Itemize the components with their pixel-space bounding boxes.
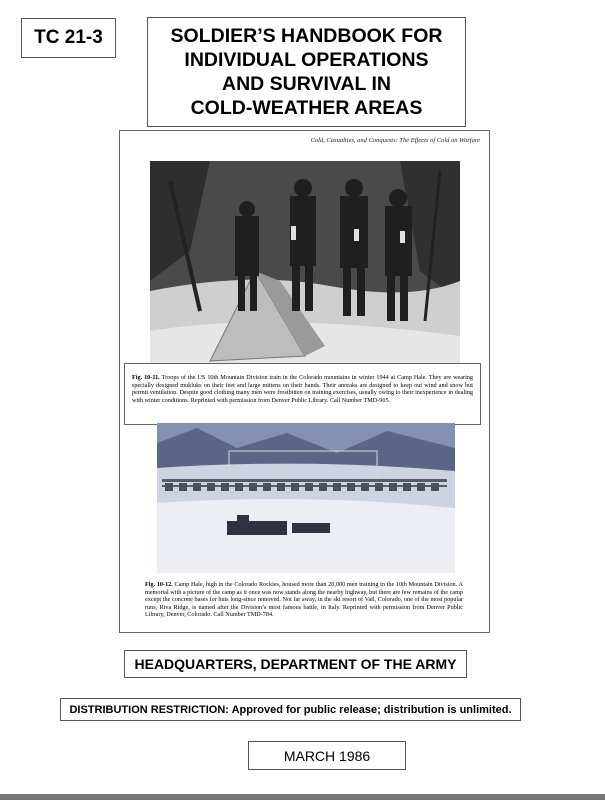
- figure-caption-text: Camp Hale, high in the Colorado Rockies, housed more than 20,000 men training in the 10th Mountain Division. A memorial with a picture of the camp as it once was now stands along the nearby highway, but there are few remains of the camp except the concrete bases for huts long-since removed. Not far away, in the ski resort of Vail, Colorado, one of the most popular runs, Riva Ridge, is named after the Division’s most famous battle, in Italy. Reprinted with permission from Denver Public Library, Denver, Colorado. Call Number TMD-784.: [145, 581, 463, 619]
- figure-caption-text: Troops of the US 10th Mountain Division train in the Colorado mountains in winter 1944 at Camp Hale. They are wearing specially designed mukluks on their feet and large mittens on their hands. Their anoraks are designed to keep out wind and snow but permit ventilation. Despite good clothing many men were frostbitten on training exercises, usually owing to their inexperience in dealing with winter conditions. Reprinted with permission from Denver Public Library. Call Number TMD-905.: [132, 374, 473, 404]
- figure-caption: [124, 363, 481, 425]
- cover-photo-page: [119, 130, 490, 633]
- figure-caption: [145, 581, 463, 619]
- page-bottom-bar: [0, 794, 605, 800]
- publication-date: MARCH 1986: [248, 741, 406, 770]
- camp-hale-photo: [157, 423, 455, 573]
- figure-label: Fig. 10-12.: [145, 581, 173, 588]
- soldiers-tent-photo: [150, 161, 460, 391]
- title-line: SOLDIER’S HANDBOOK FOR: [170, 25, 443, 47]
- figure-label: Fig. 10-11.: [132, 374, 160, 381]
- headquarters-label: HEADQUARTERS, DEPARTMENT OF THE ARMY: [124, 650, 467, 678]
- title-line: AND SURVIVAL IN: [221, 73, 392, 95]
- running-header: Cold, Casualties, and Conquests: The Effects of Cold on Warfare: [310, 137, 480, 144]
- document-number: TC 21-3: [21, 18, 116, 58]
- distribution-restriction: DISTRIBUTION RESTRICTION: Approved for public release; distribution is unlimited.: [60, 698, 521, 721]
- document-title: [147, 17, 466, 127]
- title-line: COLD-WEATHER AREAS: [190, 97, 423, 119]
- title-line: INDIVIDUAL OPERATIONS: [184, 49, 429, 71]
